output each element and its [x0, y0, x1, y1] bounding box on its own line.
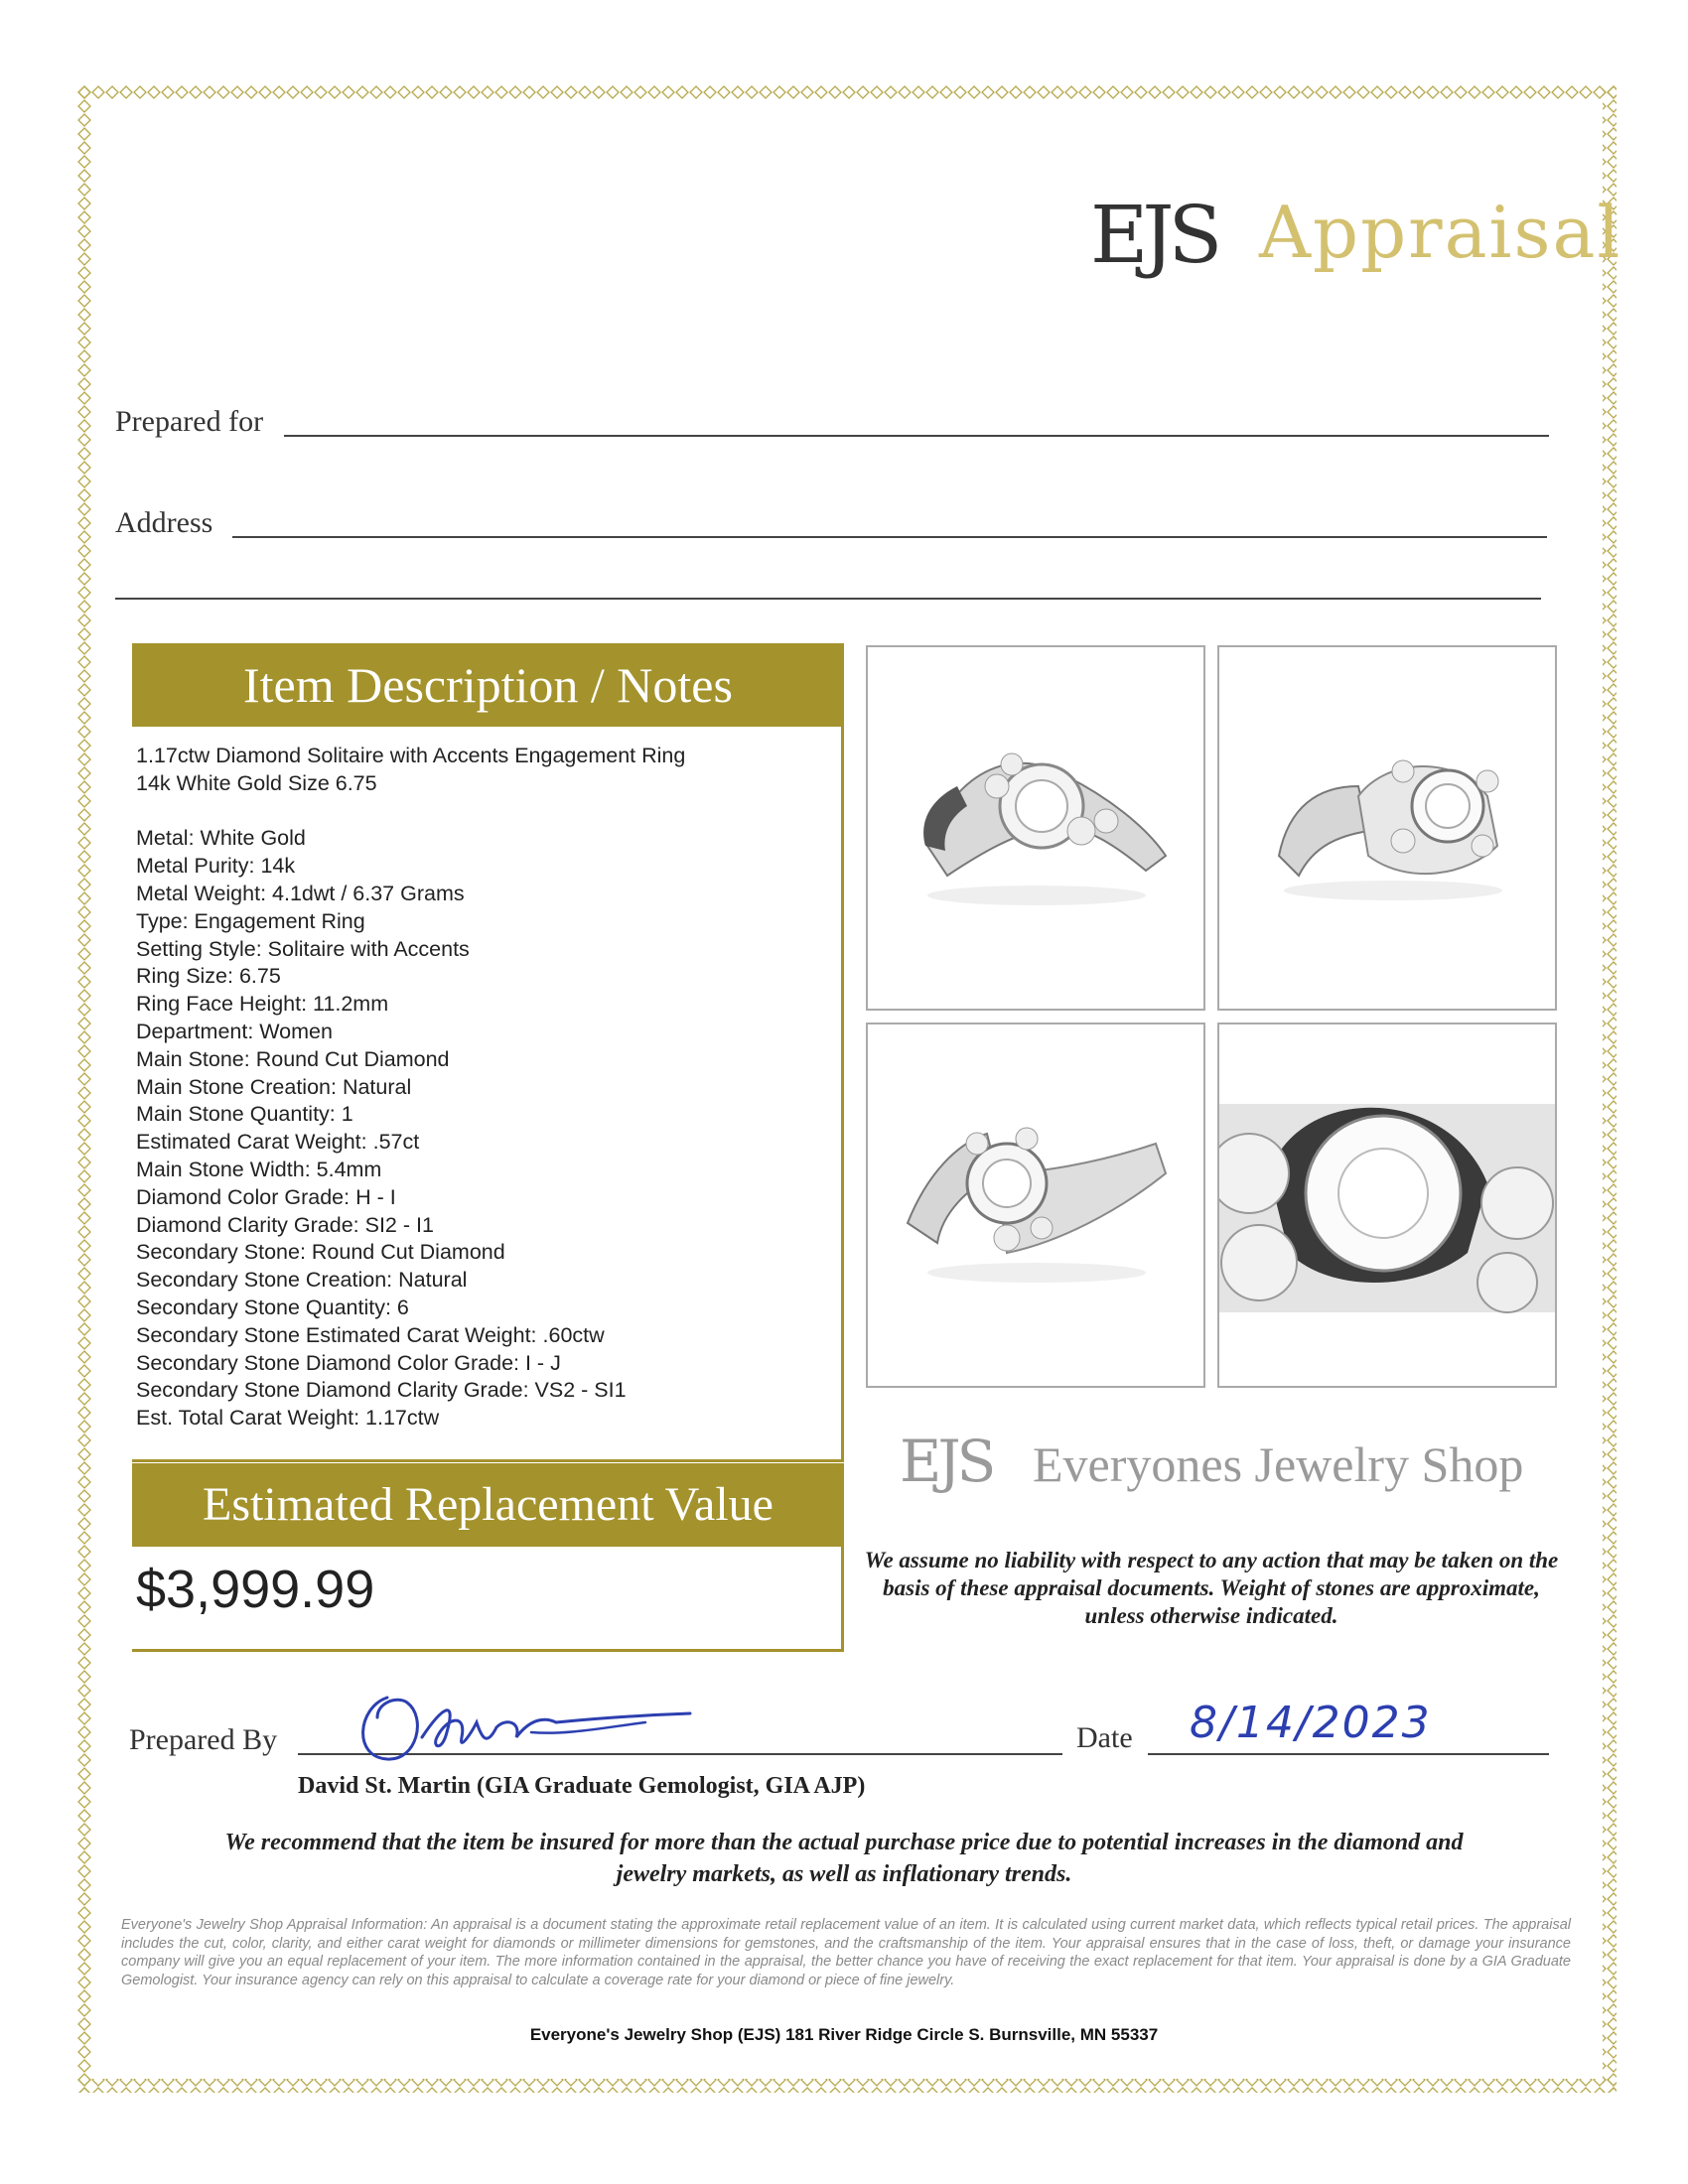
footer-address: Everyone's Jewelry Shop (EJS) 181 River Ridge Circle S. Burnsville, MN 55337 — [529, 2025, 1159, 2044]
address-line[interactable] — [232, 536, 1547, 538]
ring-photo-3 — [866, 1023, 1205, 1388]
detail-line: Secondary Stone Estimated Carat Weight: .60ctw — [136, 1322, 605, 1347]
ring-photo-2 — [1217, 645, 1557, 1011]
detail-line: Main Stone Quantity: 1 — [136, 1102, 353, 1127]
detail-line: Secondary Stone Creation: Natural — [136, 1268, 468, 1293]
prepared-by-label: Prepared By — [129, 1723, 278, 1756]
address-label: Address — [115, 506, 213, 539]
liability-disclaimer: We assume no liability with respect to any action that may be taken on the basis of these appraisal documents. Weight of stones are approximate, unless otherwise indicated. — [864, 1548, 1559, 1628]
detail-line: Department: Women — [136, 1019, 333, 1043]
detail-line: Est. Total Carat Weight: 1.17ctw — [136, 1406, 440, 1431]
detail-line: Main Stone Creation: Natural — [136, 1074, 412, 1099]
ejs-logo: EJS — [1090, 189, 1217, 281]
shop-name: Everyones Jewelry Shop — [1033, 1436, 1524, 1492]
shop-logo: EJS — [900, 1428, 993, 1495]
appraiser-name: David St. Martin (GIA Graduate Gemologist, GIA AJP) — [298, 1773, 866, 1799]
date-label: Date — [1076, 1721, 1133, 1754]
date-value: 8/14/2023 — [1190, 1698, 1432, 1748]
detail-line: Type: Engagement Ring — [136, 908, 365, 933]
detail-line: Secondary Stone Diamond Clarity Grade: VS2 - SI1 — [136, 1378, 627, 1403]
date-line[interactable] — [1148, 1753, 1549, 1755]
handwritten-signature — [348, 1678, 705, 1772]
detail-line: Estimated Carat Weight: .57ct — [136, 1130, 420, 1155]
detail-line: Ring Face Height: 11.2mm — [136, 992, 389, 1017]
summary-line: 1.17ctw Diamond Solitaire with Accents Engagement Ring — [136, 744, 686, 767]
replacement-value-box — [132, 1547, 844, 1652]
detail-line: Metal Purity: 14k — [136, 854, 296, 879]
replacement-value-amount: $3,999.99 — [136, 1560, 375, 1619]
detail-line: Metal Weight: 4.1dwt / 6.37 Grams — [136, 881, 465, 905]
ring-photo-4 — [1217, 1023, 1557, 1388]
prepared-for-line[interactable] — [284, 435, 1549, 437]
address-line-2[interactable] — [115, 598, 1541, 600]
detail-line: Secondary Stone: Round Cut Diamond — [136, 1240, 505, 1265]
detail-line: Secondary Stone Quantity: 6 — [136, 1295, 409, 1319]
detail-line: Setting Style: Solitaire with Accents — [136, 936, 470, 961]
insurance-recommendation: We recommend that the item be insured for more than the actual purchase price due to potential increases in the diamond and jewelry markets, as well as inflationary trends. — [224, 1830, 1464, 1887]
appraisal-information: Everyone's Jewelry Shop Appraisal Information: An appraisal is a document stating the approximate retail replacement value of an item. It is calculated using current market data, which reflects typical retail prices. The appraisal includes the cut, color, clarity, and either carat weight for diamonds or millimeter dimensions for gemstones, and the craftsmanship of the item. Your appraisal ensures that in the case of loss, theft, or damage your insurance company will give you an equal replacement of your item. The more information contained in the appraisal, the better chance you have of receiving the exact replacement for that item. Your appraisal is done by a GIA Graduate Gemologist. Your insurance agency can rely on this appraisal to calculate a coverage rate for your diamond or piece of fine jewelry. — [121, 1917, 1571, 1988]
detail-line: Main Stone: Round Cut Diamond — [136, 1046, 450, 1071]
summary-line: 14k White Gold Size 6.75 — [136, 770, 377, 795]
replacement-value-heading: Estimated Replacement Value — [132, 1463, 844, 1547]
appraisal-title: Appraisal — [1259, 191, 1622, 274]
ring-photo-1 — [866, 645, 1205, 1011]
detail-line: Secondary Stone Diamond Color Grade: I - J — [136, 1350, 561, 1375]
detail-line: Metal: White Gold — [136, 826, 306, 851]
item-description-heading: Item Description / Notes — [132, 643, 844, 727]
detail-line: Ring Size: 6.75 — [136, 964, 281, 989]
detail-line: Diamond Clarity Grade: SI2 - I1 — [136, 1212, 434, 1237]
detail-line: Main Stone Width: 5.4mm — [136, 1157, 382, 1181]
detail-line: Diamond Color Grade: H - I — [136, 1184, 396, 1209]
item-description-box — [132, 645, 844, 1462]
prepared-for-label: Prepared for — [115, 405, 264, 438]
